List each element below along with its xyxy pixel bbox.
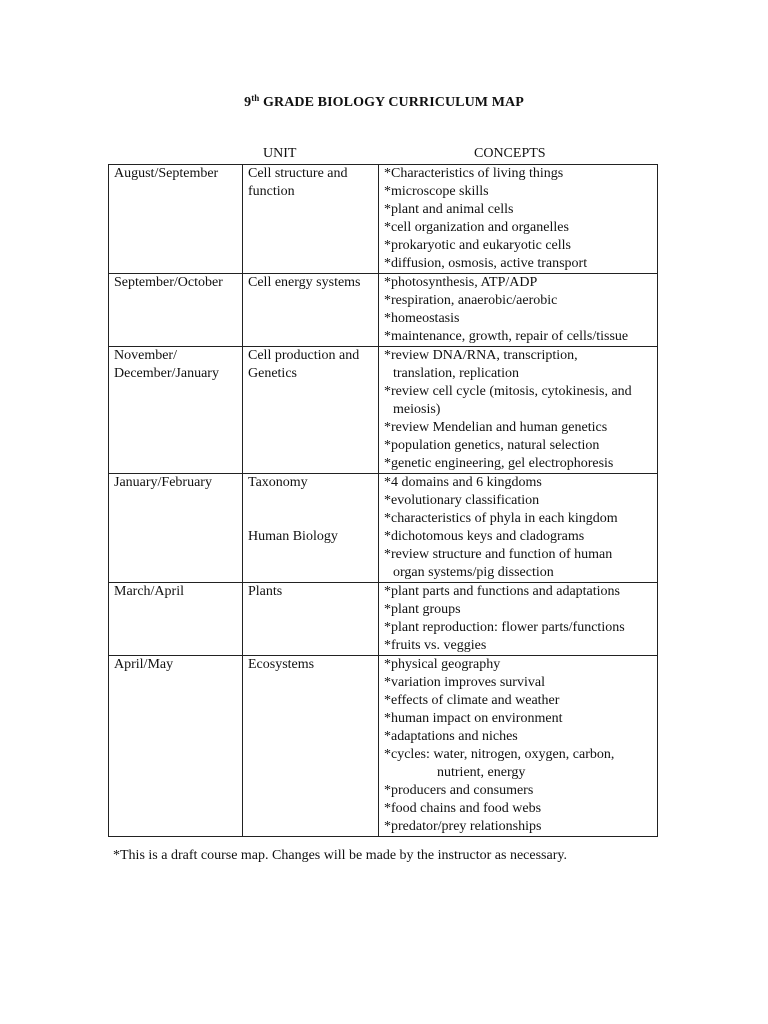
month-text: January/February [114,475,212,490]
concepts-cell [379,347,658,474]
concept-item: *human impact on environment [384,711,563,726]
concept-item: meiosis) [393,402,441,417]
month-text: September/October [114,275,223,290]
title-rest: GRADE BIOLOGY CURRICULUM MAP [259,95,524,110]
concept-item: *homeostasis [384,311,460,326]
month-text: March/April [114,584,184,599]
month-text: December/January [114,366,219,381]
concept-item: *review cell cycle (mitosis, cytokinesis, and [384,384,632,399]
concept-item: *4 domains and 6 kingdoms [384,475,542,490]
table-row [109,347,658,474]
concept-item: *diffusion, osmosis, active transport [384,256,588,271]
concept-item: *review structure and function of human [384,547,613,562]
concepts-cell [379,165,658,274]
month-cell [109,474,243,583]
concept-item: *plant and animal cells [384,202,514,217]
concept-item: *genetic engineering, gel electrophoresis [384,456,614,471]
table-row [109,474,658,583]
unit-text: Plants [248,584,283,599]
concept-item: *population genetics, natural selection [384,438,600,453]
unit-text: function [248,184,295,199]
concepts-cell [379,474,658,583]
concept-item: *plant parts and functions and adaptations [384,584,620,599]
unit-cell [243,274,379,347]
concept-item: *adaptations and niches [384,729,518,744]
month-text: November/ [114,348,177,363]
unit-text: Genetics [248,366,297,381]
month-cell [109,165,243,274]
footnote: *This is a draft course map. Changes will be made by the instructor as necessary. [113,848,567,863]
concept-item: organ systems/pig dissection [393,565,554,580]
concept-item: *maintenance, growth, repair of cells/tissue [384,329,629,344]
month-text: August/September [114,166,219,181]
concept-item: *photosynthesis, ATP/ADP [384,275,538,290]
concept-item: *effects of climate and weather [384,693,560,708]
unit-text: Cell production and [248,348,360,363]
unit-text: Taxonomy [248,475,308,490]
unit-text: Cell energy systems [248,275,361,290]
unit-cell [243,583,379,656]
concept-item: *producers and consumers [384,783,534,798]
table-row [109,656,658,837]
concept-item: *characteristics of phyla in each kingdom [384,511,618,526]
concept-item: *review Mendelian and human genetics [384,420,608,435]
concept-item: *cycles: water, nitrogen, oxygen, carbon, [384,747,615,762]
table-row [109,165,658,274]
unit-cell [243,474,379,583]
month-cell [109,583,243,656]
concept-item: *predator/prey relationships [384,819,542,834]
concept-item: *dichotomous keys and cladograms [384,529,585,544]
concept-item: *cell organization and organelles [384,220,569,235]
concepts-cell [379,274,658,347]
concepts-column-header: CONCEPTS [474,146,546,161]
table-row [109,583,658,656]
title-superscript: th [251,93,260,103]
concept-item: *review DNA/RNA, transcription, [384,348,578,363]
title-prefix: 9 [244,95,252,110]
unit-text: Human Biology [248,529,338,544]
month-cell [109,274,243,347]
concepts-cell [379,656,658,837]
concept-item: *food chains and food webs [384,801,542,816]
concept-item: *prokaryotic and eukaryotic cells [384,238,571,253]
concept-item: translation, replication [393,366,519,381]
unit-column-header: UNIT [263,146,297,161]
concept-item: *physical geography [384,657,501,672]
concept-item: *microscope skills [384,184,489,199]
curriculum-table [108,164,658,837]
concept-item: *fruits vs. veggies [384,638,487,653]
concepts-cell [379,583,658,656]
unit-spacer [248,492,373,528]
concept-item: nutrient, energy [437,765,526,780]
concept-item: *variation improves survival [384,675,545,690]
unit-cell [243,165,379,274]
unit-cell [243,656,379,837]
concept-item: *evolutionary classification [384,493,540,508]
month-text: April/May [114,657,174,672]
unit-text: Cell structure and [248,166,348,181]
unit-text: Ecosystems [248,657,315,672]
table-row [109,274,658,347]
concept-item: *plant reproduction: flower parts/functions [384,620,625,635]
unit-cell [243,347,379,474]
concept-item: *Characteristics of living things [384,166,564,181]
page-title [0,93,768,111]
month-cell [109,347,243,474]
month-cell [109,656,243,837]
concept-item: *respiration, anaerobic/aerobic [384,293,558,308]
concept-item: *plant groups [384,602,461,617]
